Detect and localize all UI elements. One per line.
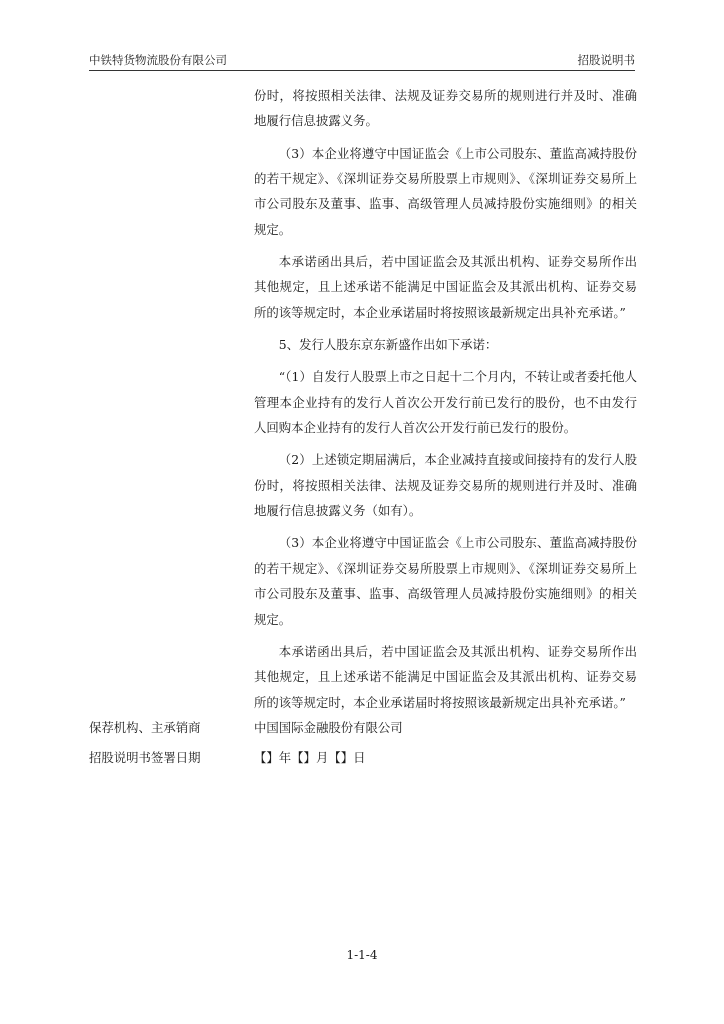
sponsor-label: 保荐机构、主承销商 [89,720,201,735]
paragraph: 份时，将按照相关法律、法规及证券交易所的规则进行并及时、准确地履行信息披露义务。 [254,88,637,129]
paragraph: “（1）自发行人股票上市之日起十二个月内，不转让或者委托他人管理本企业持有的发行人首次公开发行前已发行的股份，也不由发行人回购本企业持有的发行人首次公开发行前已发行的股份。 [254,369,637,436]
paragraph: （3）本企业将遵守中国证监会《上市公司股东、董监高减持股份的若干规定》、《深圳证券交易所股票上市规则》、《深圳证券交易所上市公司股东及董事、监事、高级管理人员减持股份实施细则》的相关规定。 [254,535,637,627]
signing-date-value: 【】年【】月【】日 [254,750,366,765]
signing-date-label: 招股说明书签署日期 [89,750,201,765]
paragraph: 本承诺函出具后，若中国证监会及其派出机构、证券交易所作出其他规定，且上述承诺不能满足中国证监会及其派出机构、证券交易所的该等规定时，本企业承诺届时将按照该最新规定出具补充承诺。” [254,254,637,320]
paragraph: （2）上述锁定期届满后，本企业减持直接或间接持有的发行人股份时，将按照相关法律、法规及证券交易所的规则进行并及时、准确地履行信息披露义务（如有）。 [254,452,637,519]
document-type: 招股说明书 [577,53,635,67]
paragraph: 本承诺函出具后，若中国证监会及其派出机构、证券交易所作出其他规定，且上述承诺不能满足中国证监会及其派出机构、证券交易所的该等规定时，本企业承诺届时将按照该最新规定出具补充承诺。” [254,643,637,710]
paragraph: （3）本企业将遵守中国证监会《上市公司股东、董监高减持股份的若干规定》、《深圳证券交易所股票上市规则》、《深圳证券交易所上市公司股东及董事、监事、高级管理人员减持股份实施细则》的相关规定。 [254,145,637,237]
header-divider [89,70,635,71]
page-header [89,52,635,70]
company-name: 中铁特货物流股份有限公司 [89,53,227,67]
paragraph: 5、发行人股东京东新盛作出如下承诺： [278,337,498,353]
page-number: 1-1-4 [346,948,378,962]
sponsor-value: 中国国际金融股份有限公司 [254,720,403,735]
commitment-text [254,83,637,722]
